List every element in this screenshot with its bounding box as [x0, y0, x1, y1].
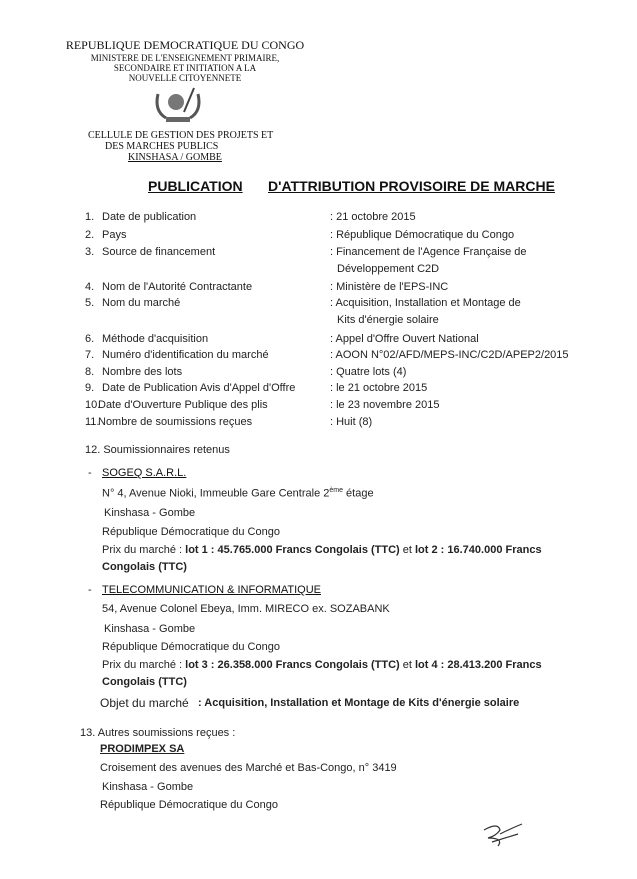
item-number: 2.: [85, 229, 95, 241]
title-part1: PUBLICATION: [148, 178, 243, 194]
item-number: 6.: [85, 333, 95, 345]
price-cont: Congolais (TTC): [102, 561, 187, 573]
item-number: 3.: [85, 246, 95, 258]
price-lot: lot 3 : 26.358.000 Francs Congolais (TTC): [185, 659, 400, 671]
price-lot: lot 2 : 16.740.000 Francs: [415, 544, 542, 556]
bidder-city: Kinshasa - Gombe: [104, 507, 196, 519]
and: et: [399, 659, 415, 671]
bidder-country: République Démocratique du Congo: [102, 641, 280, 653]
other-address: Croisement des avenues des Marché et Bas-Congo, n° 3419: [100, 762, 397, 774]
bidder-address: N° 4, Avenue Nioki, Immeuble Gare Centrale 2: [102, 487, 330, 500]
dash: -: [88, 467, 92, 479]
item-label: Date d'Ouverture Publique des plis: [98, 399, 268, 411]
item-value: : Appel d'Offre Ouvert National: [330, 333, 479, 345]
item-value: : Quatre lots (4): [330, 366, 407, 378]
item-label: Nom de l'Autorité Contractante: [102, 281, 253, 293]
title-part2: D'ATTRIBUTION PROVISOIRE DE MARCHE: [268, 178, 555, 194]
dash: -: [88, 584, 92, 596]
price-lot: lot 4 : 28.413.200 Francs: [415, 659, 542, 671]
item-value: : Ministère de l'EPS-INC: [330, 281, 449, 293]
bidder-country: République Démocratique du Congo: [102, 526, 280, 538]
price-cont: Congolais (TTC): [102, 676, 187, 688]
item-value: : AOON N°02/AFD/MEPS-INC/C2D/APEP2/2015: [330, 349, 569, 361]
header-location: KINSHASA / GOMBE: [128, 152, 222, 163]
header-cell-2: DES MARCHES PUBLICS: [105, 141, 219, 152]
item-label: Source de financement: [102, 246, 216, 258]
and: et: [399, 544, 415, 556]
item-number: 4.: [85, 281, 95, 293]
item-number: 9.: [85, 382, 95, 394]
item-label: Date de publication: [102, 211, 197, 223]
item-value: : Financement de l'Agence Française de: [330, 246, 527, 258]
header-country: REPUBLIQUE DEMOCRATIQUE DU CONGO: [65, 38, 305, 52]
bidder-city: Kinshasa - Gombe: [104, 623, 196, 635]
coat-of-arms-icon: [150, 86, 206, 126]
item-label: Numéro d'identification du marché: [102, 349, 269, 361]
other-name: PRODIMPEX SA: [100, 743, 185, 755]
bidder-address: 54, Avenue Colonel Ebeya, Imm. MIRECO ex. SOZABANK: [102, 603, 390, 615]
bidder-name: TELECOMMUNICATION & INFORMATIQUE: [102, 584, 321, 596]
objet-label: Objet du marché: [100, 696, 189, 710]
item-value: : le 23 novembre 2015: [330, 399, 440, 411]
item-value: : République Démocratique du Congo: [330, 229, 515, 241]
signature: [478, 820, 528, 850]
header-ministry-2: SECONDAIRE ET INITIATION A LA: [113, 63, 257, 73]
header-ministry-3: NOUVELLE CITOYENNETE: [128, 73, 242, 83]
item-number: 11.: [85, 416, 100, 428]
item-label: Méthode d'acquisition: [102, 333, 209, 345]
bidder-address-end: étage: [343, 487, 374, 500]
other-country: République Démocratique du Congo: [100, 799, 278, 811]
item-value: : Acquisition, Installation et Montage de: [330, 297, 521, 309]
item-label: Nombre de soumissions reçues: [98, 416, 253, 428]
item-label: Pays: [102, 229, 127, 241]
superscript: ème: [329, 487, 343, 494]
item-value: : le 21 octobre 2015: [330, 382, 428, 394]
item-value-cont: Développement C2D: [337, 263, 440, 275]
other-city: Kinshasa - Gombe: [102, 781, 194, 793]
item-number: 8.: [85, 366, 95, 378]
item-number: 5.: [85, 297, 95, 309]
item-number: 1.: [85, 211, 95, 223]
header-ministry: MINISTERE DE L'ENSEIGNEMENT PRIMAIRE,: [90, 53, 280, 63]
section-13-heading: 13. Autres soumissions reçues :: [80, 727, 236, 739]
price-label: Prix du marché :: [102, 659, 186, 671]
price-lot: lot 1 : 45.765.000 Francs Congolais (TTC): [185, 544, 400, 556]
item-value: : Huit (8): [330, 416, 373, 428]
section-12-heading: 12. Soumissionnaires retenus: [85, 444, 230, 456]
item-number: 7.: [85, 349, 95, 361]
bidder-name: SOGEQ S.A.R.L.: [102, 467, 187, 479]
item-label: Nom du marché: [102, 297, 181, 309]
item-value: : 21 octobre 2015: [330, 211, 416, 223]
price-label: Prix du marché :: [102, 544, 186, 556]
item-label: Date de Publication Avis d'Appel d'Offre: [102, 382, 296, 394]
objet-value: : Acquisition, Installation et Montage de Kits d'énergie solaire: [198, 697, 520, 709]
item-label: Nombre des lots: [102, 366, 183, 378]
item-value-cont: Kits d'énergie solaire: [337, 314, 439, 326]
item-number: 10.: [85, 399, 101, 411]
header-cell: CELLULE DE GESTION DES PROJETS ET: [88, 130, 274, 141]
